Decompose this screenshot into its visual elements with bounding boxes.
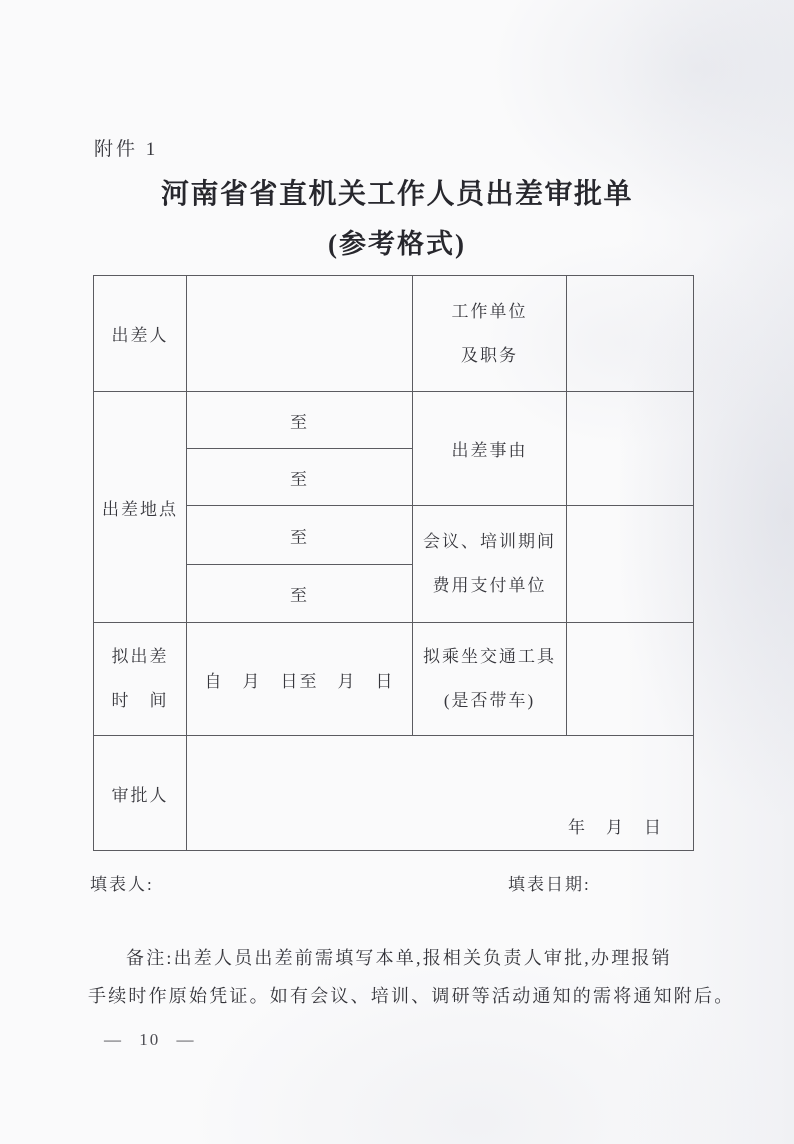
approver-label-cell: 审批人 [94, 736, 187, 851]
work-unit-value-cell [567, 276, 694, 392]
transport-label-line1: 拟乘坐交通工具 [423, 647, 556, 666]
filler-label: 填表人: [90, 875, 154, 894]
traveler-value-cell [187, 276, 413, 392]
destination-to-cell-2: 至 [187, 449, 413, 506]
meeting-payer-value-cell [567, 506, 694, 623]
reason-label-cell: 出差事由 [413, 392, 567, 506]
meeting-payer-label-line2: 费用支付单位 [432, 576, 547, 595]
work-unit-label-cell [413, 276, 567, 392]
meeting-payer-label-cell [413, 506, 567, 623]
approve-date-text: 年 月 日 [568, 818, 663, 837]
destination-to-cell-4: 至 [187, 565, 413, 623]
trip-time-label-line2: 时 间 [111, 691, 169, 710]
approver-sign-cell [187, 736, 694, 851]
work-unit-label-line1: 工作单位 [451, 301, 528, 321]
fill-date-label: 填表日期: [508, 875, 591, 894]
attachment-label: 附件 1 [94, 139, 159, 160]
transport-label-line2: (是否带车) [443, 691, 536, 710]
work-unit-label-line2: 及职务 [461, 345, 518, 365]
trip-time-label-cell [94, 623, 187, 736]
destination-to-cell-1: 至 [187, 392, 413, 449]
trip-time-value-cell: 自 月 日至 月 日 [187, 623, 413, 736]
page-title: 河南省省直机关工作人员出差审批单 [160, 179, 633, 210]
trip-time-label-line1: 拟出差 [111, 647, 169, 666]
meeting-payer-label-line1: 会议、培训期间 [423, 532, 556, 551]
page-subtitle: (参考格式) [328, 229, 466, 259]
destination-to-cell-3: 至 [187, 506, 413, 565]
reason-value-cell [567, 392, 694, 506]
note-line-2: 手续时作原始凭证。如有会议、培训、调研等活动通知的需将通知附后。 [88, 986, 735, 1006]
page-number: — 10 — [104, 1030, 196, 1049]
traveler-label-cell: 出差人 [94, 276, 187, 392]
transport-label-cell [413, 623, 567, 736]
approval-form-table [93, 275, 694, 851]
transport-value-cell [567, 623, 694, 736]
destination-label-cell: 出差地点 [94, 392, 187, 623]
note-line-1: 备注:出差人员出差前需填写本单,报相关负责人审批,办理报销 [126, 948, 672, 968]
